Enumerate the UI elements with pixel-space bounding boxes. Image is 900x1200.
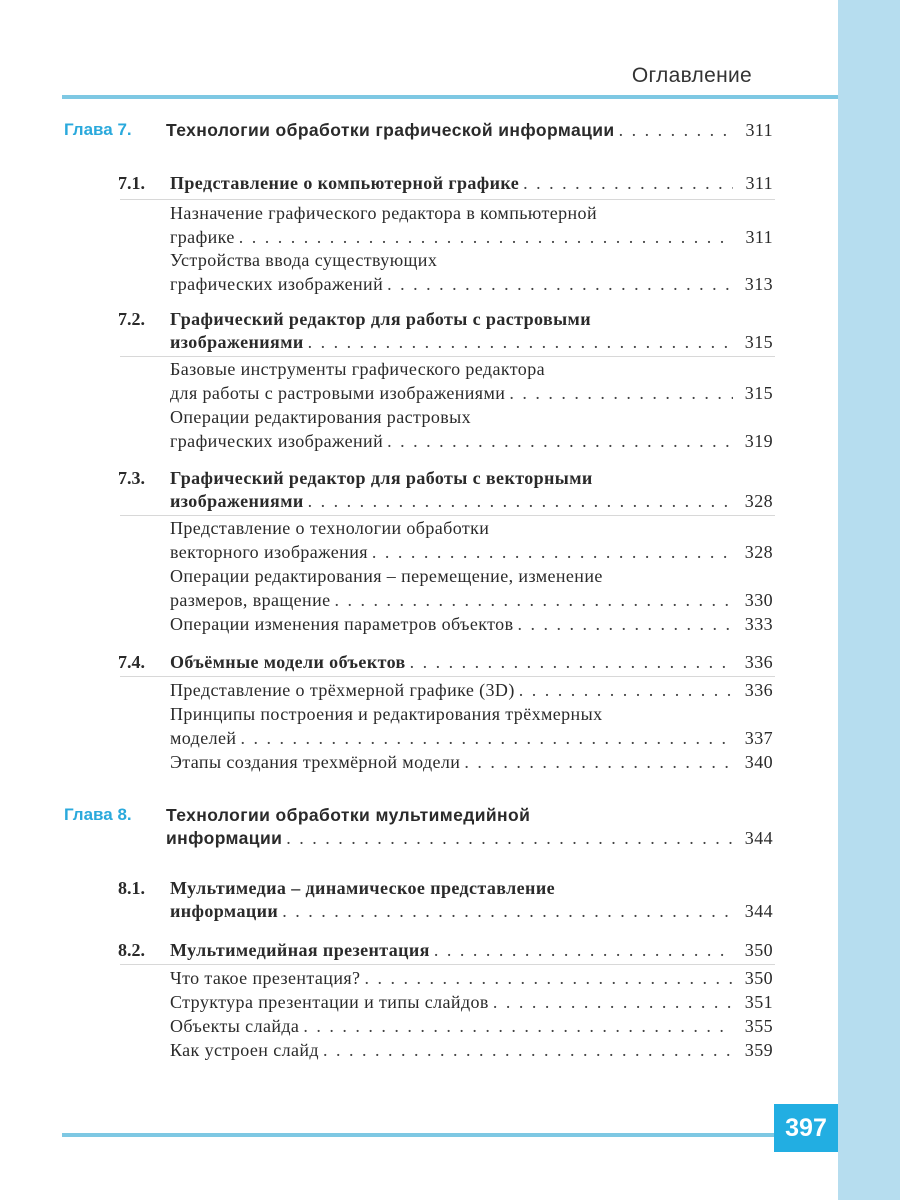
dot-leader <box>282 899 733 923</box>
page-ref: 319 <box>744 431 773 451</box>
page-ref: 330 <box>744 590 773 610</box>
subsection-title: Объекты слайда <box>170 1016 300 1036</box>
dot-leader <box>519 678 733 702</box>
subsection-title-line1: Операции редактирования – перемещение, изменение <box>170 566 603 586</box>
section-title: Объёмные модели объектов <box>170 652 406 672</box>
subsection-title: Операции изменения параметров объектов <box>170 614 514 634</box>
page-header-title: Оглавление <box>631 64 752 87</box>
dot-leader <box>308 330 733 354</box>
page-number-badge: 397 <box>774 1104 838 1152</box>
subsection-title-line2: размеров, вращение <box>170 590 331 610</box>
dot-leader <box>323 1038 733 1062</box>
subsection-title-line2: графических изображений <box>170 274 384 294</box>
dot-leader <box>335 588 733 612</box>
dot-leader <box>493 990 733 1014</box>
toc-section-entry[interactable] <box>170 899 773 923</box>
chapter-label: Глава 8. <box>64 805 132 824</box>
page-ref: 350 <box>744 940 773 960</box>
subsection-title-line1: Принципы построения и редактирования трёхмерных <box>170 704 603 724</box>
toc-subsection-entry[interactable] <box>170 966 773 990</box>
subsection-title-line2: моделей <box>170 728 237 748</box>
toc-section-entry[interactable] <box>170 330 773 354</box>
dot-leader <box>509 381 733 405</box>
subsection-title-line2: графике <box>170 227 235 247</box>
toc-section-entry[interactable] <box>170 171 773 195</box>
toc-subsection-entry[interactable] <box>170 381 773 405</box>
subsection-title: Представление о трёхмерной графике (3D) <box>170 680 515 700</box>
toc-subsection-entry[interactable] <box>170 612 773 636</box>
subsection-title-line1: Базовые инструменты графического редактора <box>170 359 545 379</box>
toc-chapter-entry[interactable] <box>166 118 773 142</box>
chapter-title: Технологии обработки графической информации <box>166 120 615 140</box>
subsection-title: Что такое презентация? <box>170 968 361 988</box>
page-ref: 336 <box>744 680 773 700</box>
toc-subsection-entry[interactable] <box>170 678 773 702</box>
page-ref: 313 <box>744 274 773 294</box>
page-ref: 359 <box>744 1040 773 1060</box>
subsection-title-line1: Операции редактирования растровых <box>170 407 472 427</box>
page-ref: 344 <box>744 828 773 848</box>
footer-rule <box>62 1133 838 1137</box>
dot-leader <box>387 272 733 296</box>
section-number: 8.2. <box>118 940 145 960</box>
subsection-title: Структура презентации и типы слайдов <box>170 992 489 1012</box>
subsection-title-line2: для работы с растровыми изображениями <box>170 383 506 403</box>
page-ref: 351 <box>744 992 773 1012</box>
toc-section-entry[interactable] <box>170 938 773 962</box>
toc-section-entry[interactable] <box>170 650 773 674</box>
section-number: 8.1. <box>118 878 145 898</box>
toc-section-entry[interactable] <box>170 489 773 513</box>
subsection-title-line1: Представление о технологии обработки <box>170 518 490 538</box>
dot-leader <box>410 650 733 674</box>
subsection-title: Как устроен слайд <box>170 1040 319 1060</box>
subsection-title: Этапы создания трехмёрной модели <box>170 752 461 772</box>
toc-chapter-entry[interactable] <box>166 826 773 850</box>
section-divider <box>120 676 775 677</box>
subsection-title-line1: Назначение графического редактора в компьютерной <box>170 203 597 223</box>
toc-subsection-entry[interactable] <box>170 225 773 249</box>
section-number: 7.4. <box>118 652 145 672</box>
toc-subsection-entry[interactable] <box>170 726 773 750</box>
page-ref: 336 <box>744 652 773 672</box>
section-number: 7.2. <box>118 309 145 329</box>
toc-subsection-entry[interactable] <box>170 272 773 296</box>
section-title-line1: Графический редактор для работы с растровыми <box>170 309 591 329</box>
page-ref: 311 <box>745 227 773 247</box>
toc-subsection-entry[interactable] <box>170 540 773 564</box>
chapter-label: Глава 7. <box>64 120 132 139</box>
section-title-line2: изображениями <box>170 491 304 511</box>
toc-subsection-entry[interactable] <box>170 429 773 453</box>
toc-subsection-entry[interactable] <box>170 990 773 1014</box>
section-title: Представление о компьютерной графике <box>170 173 520 193</box>
page-edge-band <box>838 0 900 1200</box>
page-ref: 311 <box>745 120 773 140</box>
subsection-title-line2: графических изображений <box>170 431 384 451</box>
section-title-line2: изображениями <box>170 332 304 352</box>
section-number: 7.3. <box>118 468 145 488</box>
subsection-title-line1: Устройства ввода существующих <box>170 250 438 270</box>
chapter-title-line2: информации <box>166 828 283 848</box>
dot-leader <box>619 118 733 142</box>
section-number: 7.1. <box>118 173 145 193</box>
dot-leader <box>303 1014 733 1038</box>
page-ref: 315 <box>744 383 773 403</box>
toc-subsection-entry[interactable] <box>170 1038 773 1062</box>
page-ref: 328 <box>744 491 773 511</box>
section-title: Мультимедийная презентация <box>170 940 430 960</box>
dot-leader <box>464 750 733 774</box>
dot-leader <box>239 225 733 249</box>
dot-leader <box>372 540 733 564</box>
dot-leader <box>240 726 733 750</box>
dot-leader <box>364 966 733 990</box>
section-title-line1: Графический редактор для работы с векторными <box>170 468 593 488</box>
toc-subsection-entry[interactable] <box>170 1014 773 1038</box>
section-divider <box>120 199 775 200</box>
chapter-title-line1: Технологии обработки мультимедийной <box>166 805 531 825</box>
page-ref: 328 <box>744 542 773 562</box>
dot-leader <box>517 612 733 636</box>
page-ref: 337 <box>744 728 773 748</box>
dot-leader <box>523 171 733 195</box>
dot-leader <box>308 489 733 513</box>
toc-subsection-entry[interactable] <box>170 750 773 774</box>
page-ref: 315 <box>744 332 773 352</box>
section-divider <box>120 964 775 965</box>
page-ref: 344 <box>744 901 773 921</box>
dot-leader <box>387 429 733 453</box>
page-ref: 311 <box>745 173 773 193</box>
section-title-line2: информации <box>170 901 279 921</box>
dot-leader <box>286 826 733 850</box>
page-ref: 350 <box>744 968 773 988</box>
section-title-line1: Мультимедиа – динамическое представление <box>170 878 555 898</box>
toc-subsection-entry[interactable] <box>170 588 773 612</box>
dot-leader <box>434 938 733 962</box>
page-ref: 355 <box>744 1016 773 1036</box>
page-ref: 333 <box>744 614 773 634</box>
page-ref: 340 <box>744 752 773 772</box>
subsection-title-line2: векторного изображения <box>170 542 368 562</box>
